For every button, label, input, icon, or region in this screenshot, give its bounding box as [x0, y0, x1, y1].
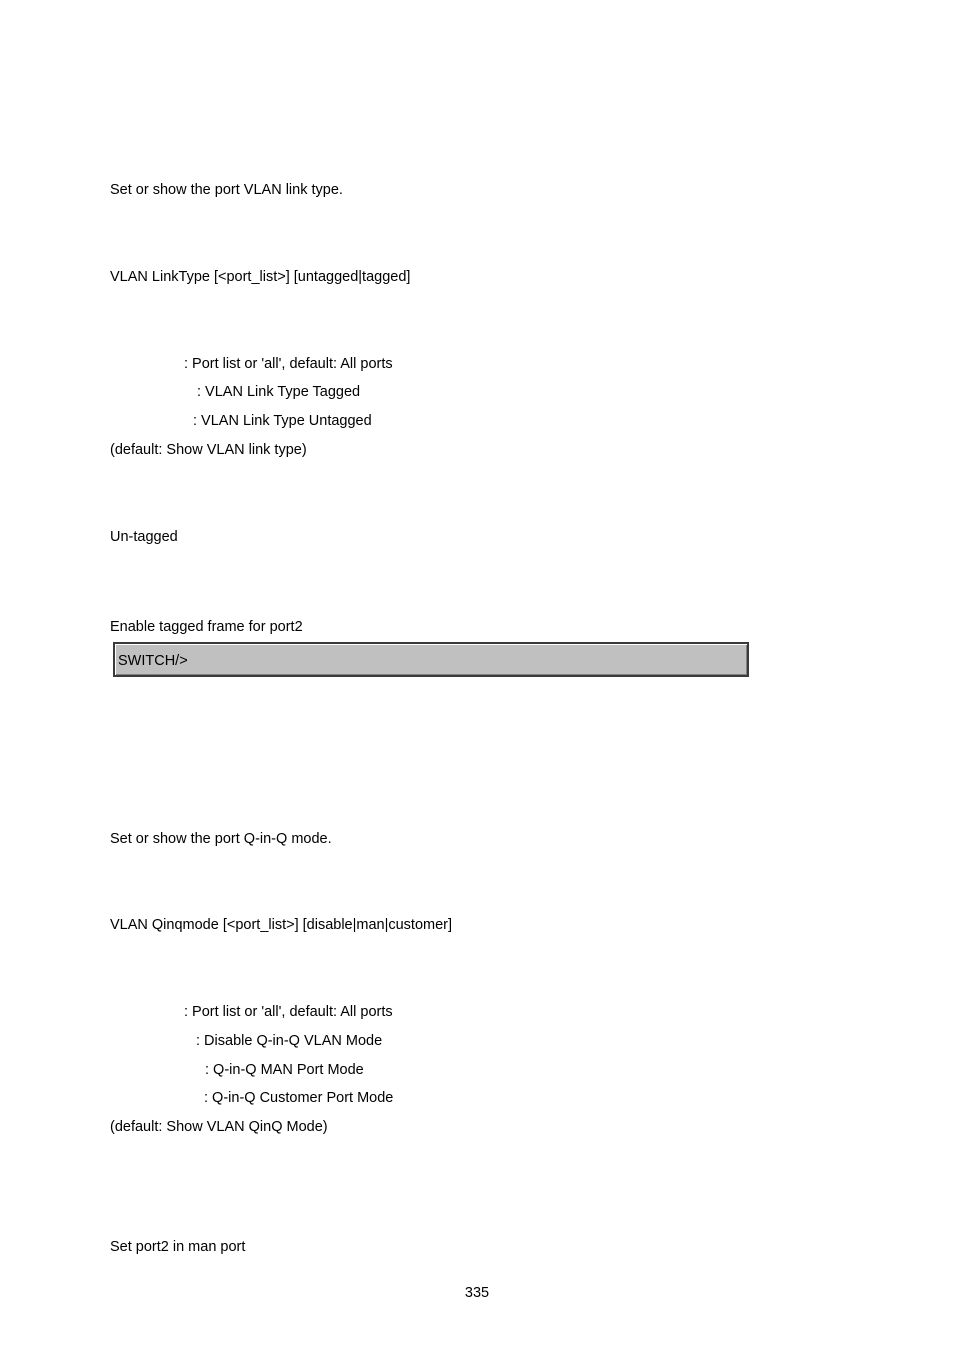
qinqmode-default-note: (default: Show VLAN QinQ Mode) [110, 1119, 328, 1135]
linktype-default-note: (default: Show VLAN link type) [110, 442, 307, 458]
qinqmode-syntax: VLAN Qinqmode [<port_list>] [disable|man|customer] [110, 917, 453, 933]
linktype-syntax: VLAN LinkType [<port_list>] [untagged|tagged] [110, 269, 411, 285]
linktype-param-tagged: : VLAN Link Type Tagged [197, 384, 361, 400]
qinqmode-param-port-list: : Port list or 'all', default: All ports [184, 1004, 393, 1020]
linktype-param-untagged: : VLAN Link Type Untagged [193, 413, 372, 429]
qinqmode-description: Set or show the port Q-in-Q mode. [110, 831, 332, 847]
linktype-example-caption: Enable tagged frame for port2 [110, 619, 303, 635]
qinqmode-example-caption: Set port2 in man port [110, 1239, 246, 1255]
linktype-description: Set or show the port VLAN link type. [110, 182, 343, 198]
qinqmode-param-customer: : Q-in-Q Customer Port Mode [204, 1090, 394, 1106]
page-number: 335 [464, 1285, 490, 1301]
qinqmode-param-disable: : Disable Q-in-Q VLAN Mode [196, 1033, 383, 1049]
console-prompt: SWITCH/> [118, 653, 188, 669]
linktype-default-value: Un-tagged [110, 529, 178, 545]
linktype-param-port-list: : Port list or 'all', default: All ports [184, 356, 393, 372]
linktype-example-console [113, 642, 749, 677]
qinqmode-param-man: : Q-in-Q MAN Port Mode [205, 1062, 364, 1078]
